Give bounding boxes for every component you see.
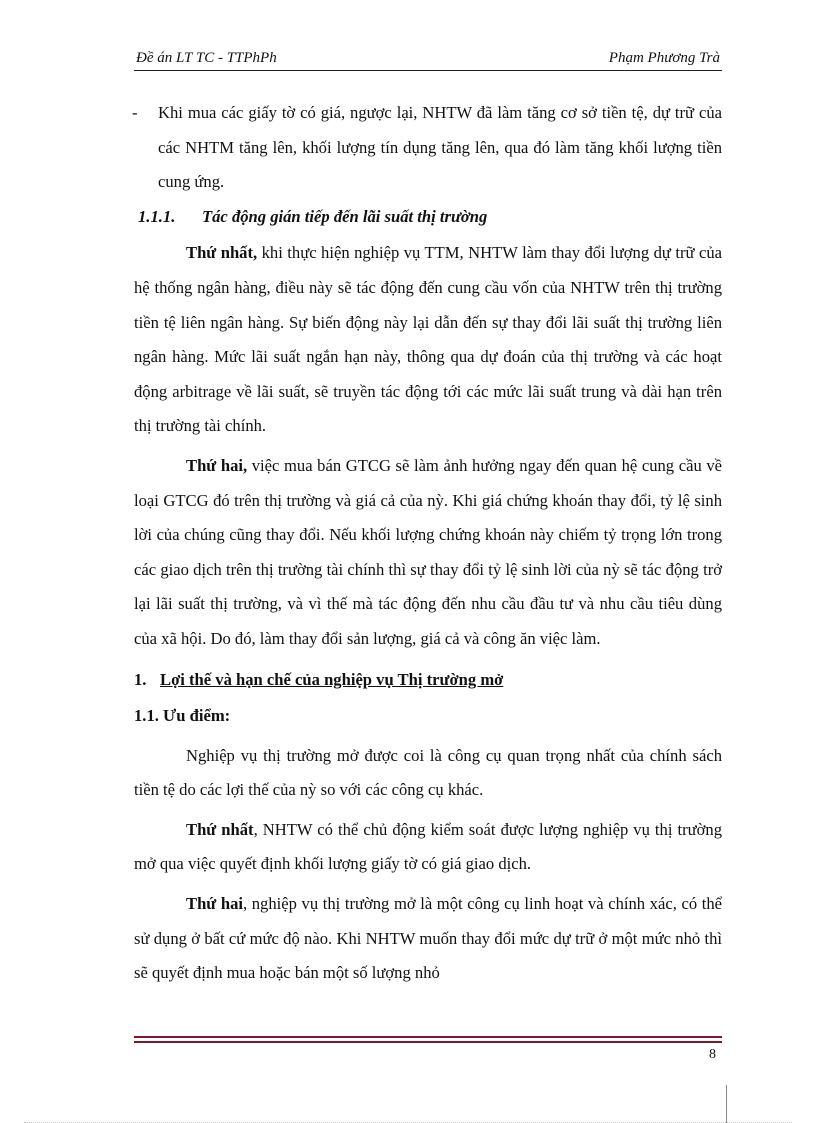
bullet-text: Khi mua các giấy tờ có giá, ngược lại, NHTW đã làm tăng cơ sở tiền tệ, dự trữ của các NHTM tăng lên, khối lượng tín dụng tăng lên, qua đó làm tăng khối lượng tiền cung ứng. — [158, 103, 722, 192]
paragraph-2-lead: Thứ hai, — [186, 455, 248, 475]
paragraph-3: Nghiệp vụ thị trường mở được coi là công cụ quan trọng nhất của chính sách tiền tệ do các lợi thế của nỳ so với các công cụ khác. — [134, 745, 722, 800]
paragraph-4-lead: Thứ nhất — [186, 819, 254, 839]
heading-main-number: 1. — [134, 669, 147, 689]
heading-main — [134, 663, 722, 698]
paragraph-4-text: , NHTW có thể chủ động kiểm soát được lượng nghiệp vụ thị trường mở qua việc quyết định khối lượng giấy tờ có giá giao dịch. — [134, 819, 722, 874]
bullet-dash: - — [132, 103, 138, 122]
paragraph-5 — [134, 887, 722, 991]
subheading — [134, 200, 722, 235]
page-body — [134, 96, 722, 991]
footer-rule-top — [134, 1036, 722, 1038]
paragraph-2-text: việc mua bán GTCG sẽ làm ảnh hưởng ngay đến quan hệ cung cầu về loại GTCG đó trên thị trường và giá cả của nỳ. Khi giá chứng khoán thay đổi, tỷ lệ sinh lời của chúng cũng thay đổi. Nếu khối lượng chứng khoán này chiếm tỷ trọng lớn trong các giao dịch trên thị trường tài chính thì sự thay đổi tỷ lệ sinh lời của nỳ sẽ tác động trở lại lãi suất thị trường, và vì thế mà tác động đến nhu cầu đầu tư và nhu cầu tiêu dùng của xã hội. Do đó, làm thay đổi sản lượng, giá cả và công ăn việc làm. — [134, 455, 723, 648]
header-rule — [134, 70, 722, 71]
paragraph-5-text: , nghiệp vụ thị trường mở là một công cụ linh hoạt và chính xác, có thể sử dụng ở bất cứ mức độ nào. Khi NHTW muốn thay đổi mức dự trữ ở một mức nhỏ thì sẽ quyết định mua hoặc bán một số lượng nhỏ — [134, 894, 722, 983]
bullet-item — [134, 96, 722, 200]
paragraph-1-lead: Thứ nhất, — [186, 243, 258, 263]
heading-main-title: Lợi thế và hạn chế của nghiệp vụ Thị trường mở — [160, 669, 504, 689]
footer-rule-bottom — [134, 1041, 722, 1043]
paragraph-2 — [134, 449, 722, 657]
paragraph-5-lead: Thứ hai — [186, 894, 243, 914]
subheading-title: Tác động gián tiếp đến lãi suất thị trường — [202, 206, 488, 226]
paragraph-1 — [134, 236, 722, 444]
margin-line — [726, 1085, 727, 1123]
header-author: Phạm Phương Trà — [608, 50, 720, 66]
paragraph-1-text: khi thực hiện nghiệp vụ TTM, NHTW làm thay đổi lượng dự trữ của hệ thống ngân hàng, điều này sẽ tác động đến cung cầu vốn của NHTW trên thị trường tiền tệ liên ngân hàng. Sự biến động này lại dẫn đến sự thay đổi lãi suất thị trường liên ngân hàng. Mức lãi suất ngắn hạn này, thông qua dự đoán của thị trường và các hoạt động arbitrage về lãi suất, sẽ truyền tác động tới các mức lãi suất trung và dài hạn trên thị trường tài chính. — [134, 243, 722, 436]
heading-section: 1.1. Ưu điểm: — [134, 706, 231, 726]
header-left-title: Đề án LT TC - TTPhPh — [136, 50, 277, 66]
page-number: 8 — [709, 1047, 716, 1062]
subheading-number: 1.1.1. — [138, 206, 176, 226]
paragraph-4 — [134, 813, 722, 882]
